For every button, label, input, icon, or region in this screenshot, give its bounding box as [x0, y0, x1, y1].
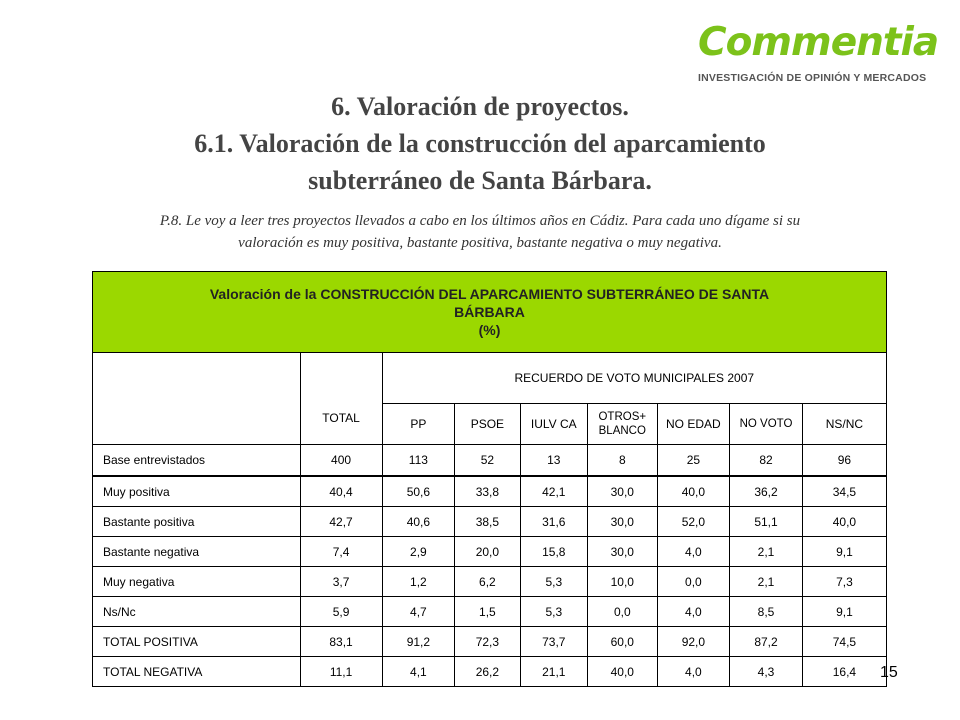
logo-wordmark: Commentia [698, 20, 939, 65]
column-header-otros-blanco: OTROS+ BLANCO [588, 404, 658, 445]
row-label: Base entrevistados [93, 445, 301, 477]
table-cell: 82 [730, 445, 803, 477]
table-cell: 52,0 [657, 507, 730, 537]
row-label: Bastante negativa [93, 537, 301, 567]
column-header-pp: PP [382, 404, 455, 445]
table-cell: 72,3 [455, 627, 520, 657]
table-cell: 74,5 [802, 627, 886, 657]
page-title [40, 88, 920, 199]
table-cell: 40,0 [657, 476, 730, 507]
table-row [93, 507, 887, 537]
column-header-ns-nc: NS/NC [802, 404, 886, 445]
table-cell: 11,1 [300, 657, 382, 687]
table-cell: 40,6 [382, 507, 455, 537]
table-cell: 4,0 [657, 597, 730, 627]
question-text [60, 210, 900, 254]
table-row [93, 476, 887, 507]
table-cell: 31,6 [520, 507, 587, 537]
table-cell: 10,0 [588, 567, 658, 597]
table-header-line-1: Valoración de la CONSTRUCCIÓN DEL APARCAMIENTO SUBTERRÁNEO DE SANTA [209, 286, 770, 302]
table-cell: 42,1 [520, 476, 587, 507]
results-table [92, 271, 887, 687]
table-cell: 96 [802, 445, 886, 477]
table-cell: 73,7 [520, 627, 587, 657]
table-cell: 16,4 [802, 657, 886, 687]
table-cell: 9,1 [802, 537, 886, 567]
table-cell: 4,3 [730, 657, 803, 687]
table-cell: 15,8 [520, 537, 587, 567]
table-cell: 7,3 [802, 567, 886, 597]
table-cell: 2,1 [730, 537, 803, 567]
group-column-header: RECUERDO DE VOTO MUNICIPALES 2007 [382, 353, 886, 404]
table-cell: 4,0 [657, 537, 730, 567]
title-line-2: 6.1. Valoración de la construcción del aparcamiento [194, 129, 766, 158]
title-line-1: 6. Valoración de proyectos. [331, 92, 629, 121]
column-header-iulv-ca: IULV CA [520, 404, 587, 445]
row-label: TOTAL NEGATIVA [93, 657, 301, 687]
table-cell: 26,2 [455, 657, 520, 687]
table-cell: 7,4 [300, 537, 382, 567]
table-cell: 20,0 [455, 537, 520, 567]
table-cell: 33,8 [455, 476, 520, 507]
page-number: 15 [880, 664, 898, 681]
table-row [93, 537, 887, 567]
table-cell: 3,7 [300, 567, 382, 597]
table-cell: 1,5 [455, 597, 520, 627]
question-line-2: valoración es muy positiva, bastante positiva, bastante negativa o muy negativa. [238, 235, 722, 251]
table-row [93, 657, 887, 687]
table-cell: 113 [382, 445, 455, 477]
question-line-1: P.8. Le voy a leer tres proyectos llevados a cabo en los últimos años en Cádiz. Para cada uno dígame si su [159, 213, 801, 229]
row-label: Muy positiva [93, 476, 301, 507]
column-header-psoe: PSOE [455, 404, 520, 445]
table-row [93, 627, 887, 657]
title-line-3: subterráneo de Santa Bárbara. [308, 166, 652, 195]
table-row [93, 445, 887, 477]
table-cell: 52 [455, 445, 520, 477]
table-cell: 0,0 [588, 597, 658, 627]
table-cell: 83,1 [300, 627, 382, 657]
table-cell: 2,1 [730, 567, 803, 597]
table-cell: 4,0 [657, 657, 730, 687]
row-label: Ns/Nc [93, 597, 301, 627]
row-label: Bastante positiva [93, 507, 301, 537]
table-cell: 21,1 [520, 657, 587, 687]
logo-tagline: INVESTIGACIÓN DE OPINIÓN Y MERCADOS [698, 72, 927, 84]
table-header [93, 272, 887, 353]
column-header-no-edad: NO EDAD [657, 404, 730, 445]
table-cell: 0,0 [657, 567, 730, 597]
table-cell: 40,0 [802, 507, 886, 537]
table-cell: 34,5 [802, 476, 886, 507]
table-cell: 40,4 [300, 476, 382, 507]
table-cell: 25 [657, 445, 730, 477]
total-column-header: TOTAL [300, 353, 382, 445]
row-label: TOTAL POSITIVA [93, 627, 301, 657]
table-cell: 9,1 [802, 597, 886, 627]
table-cell: 42,7 [300, 507, 382, 537]
table-cell: 400 [300, 445, 382, 477]
table-cell: 6,2 [455, 567, 520, 597]
table-cell: 5,3 [520, 597, 587, 627]
table-cell: 5,9 [300, 597, 382, 627]
table-header-line-2: BÁRBARA [454, 304, 525, 320]
table-row [93, 567, 887, 597]
table-row [93, 597, 887, 627]
column-header-no-voto: NO VOTO [730, 404, 803, 445]
table-cell: 30,0 [588, 507, 658, 537]
table-cell: 38,5 [455, 507, 520, 537]
table-cell: 36,2 [730, 476, 803, 507]
table-cell: 4,1 [382, 657, 455, 687]
table-cell: 30,0 [588, 476, 658, 507]
table-cell: 2,9 [382, 537, 455, 567]
empty-corner-cell [93, 353, 301, 445]
table-cell: 40,0 [588, 657, 658, 687]
table-cell: 91,2 [382, 627, 455, 657]
table-cell: 92,0 [657, 627, 730, 657]
table-cell: 13 [520, 445, 587, 477]
table-cell: 51,1 [730, 507, 803, 537]
commentia-logo [690, 20, 940, 84]
table-cell: 5,3 [520, 567, 587, 597]
table-cell: 87,2 [730, 627, 803, 657]
table-header-line-3: (%) [478, 322, 501, 338]
table-cell: 4,7 [382, 597, 455, 627]
table-cell: 1,2 [382, 567, 455, 597]
table-cell: 8,5 [730, 597, 803, 627]
table-cell: 8 [588, 445, 658, 477]
row-label: Muy negativa [93, 567, 301, 597]
table-cell: 30,0 [588, 537, 658, 567]
table-cell: 60,0 [588, 627, 658, 657]
table-cell: 50,6 [382, 476, 455, 507]
